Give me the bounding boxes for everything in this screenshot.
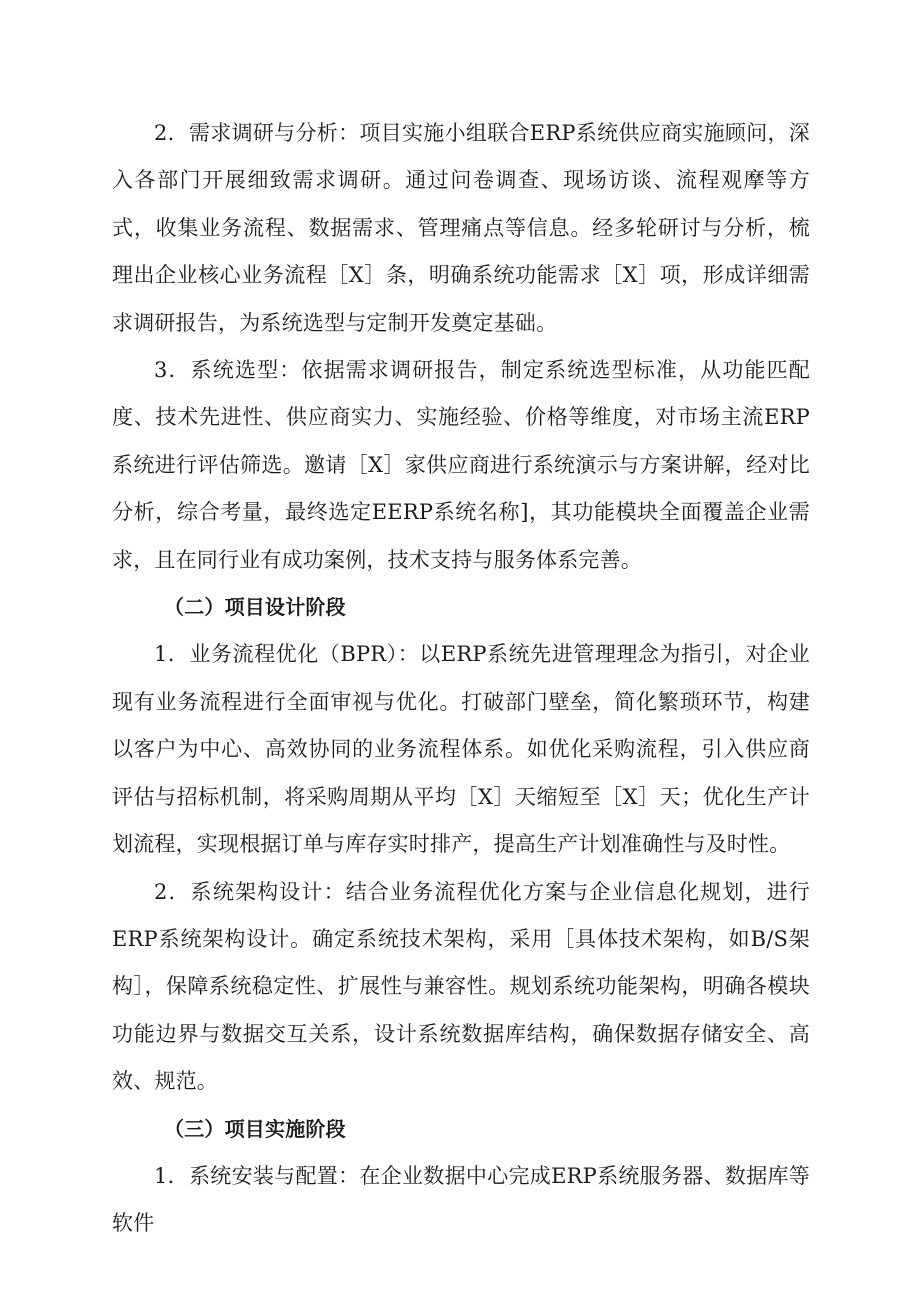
paragraph-installation: 1．系统安装与配置：在企业数据中心完成ERP系统服务器、数据库等软件 bbox=[112, 1163, 810, 1236]
section-heading-design: （二）项目设计阶段 bbox=[164, 595, 346, 620]
paragraph-requirements-research: 2．需求调研与分析：项目实施小组联合ERP系统供应商实施顾问，深入各部门开展细致需求调研。通过问卷调查、现场访谈、流程观摩等方式，收集业务流程、数据需求、管理痛点等信息。经多轮研讨与分析，梳理出企业核心业务流程［X］条，明确系统功能需求［X］项，形成详细需求调研报告，为系统选型与定制开发奠定基础。 bbox=[112, 121, 810, 335]
section-heading-implementation: （三）项目实施阶段 bbox=[164, 1116, 346, 1141]
paragraph-system-selection: 3．系统选型：依据需求调研报告，制定系统选型标准，从功能匹配度、技术先进性、供应商实力、实施经验、价格等维度，对市场主流ERP系统进行评估筛选。邀请［X］家供应商进行系统演示与方案讲解，经对比分析，综合考量，最终选定EERP系统名称]，其功能模块全面覆盖企业需求，且在同行业有成功案例，技术支持与服务体系完善。 bbox=[112, 358, 810, 572]
paragraph-architecture-design: 2．系统架构设计：结合业务流程优化方案与企业信息化规划，进行ERP系统架构设计。确定系统技术架构，采用［具体技术架构，如B/S架构］，保障系统稳定性、扩展性与兼容性。规划系统功能架构，明确各模块功能边界与数据交互关系，设计系统数据库结构，确保数据存储安全、高效、规范。 bbox=[112, 879, 810, 1094]
document-body bbox=[112, 110, 810, 1248]
paragraph-bpr: 1．业务流程优化（BPR）：以ERP系统先进管理理念为指引，对企业现有业务流程进行全面审视与优化。打破部门壁垒，简化繁琐环节，构建以客户为中心、高效协同的业务流程体系。如优化采购流程，引入供应商评估与招标机制，将采购周期从平均［X］天缩短至［X］天；优化生产计划流程，实现根据订单与库存实时排产，提高生产计划准确性与及时性。 bbox=[112, 642, 810, 857]
